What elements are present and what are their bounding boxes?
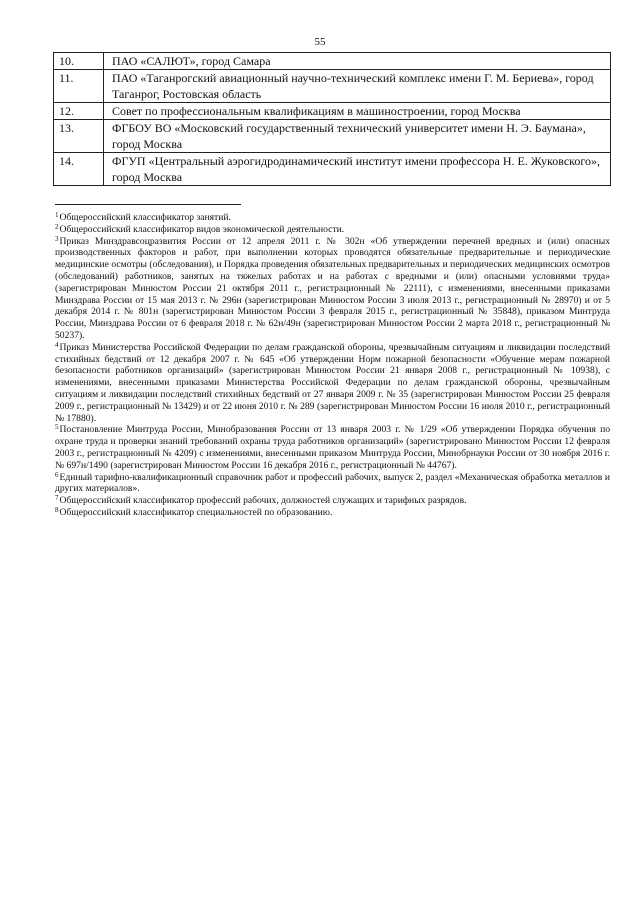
footnote-separator [55,204,241,205]
footnote-text: Приказ Министерства Российской Федерации по делам гражданской обороны, чрезвычайным ситуациям и ликвидации последствий стихийных бедствий от 12 декабря 2007 г. № 645 «Об утверждении Норм пожарной безопасности «Обучение мерам пожарной безопасности работников организаций» (зарегистрирован Минюстом России 21 января 2008 г., регистрационный № 10938), с изменениями, внесенными приказами Министерства Российской Федерации по делам гражданской обороны, чрезвычайным ситуациям и ликвидации последствий стихийных бедствий от 27 января 2009 г. № 35 (зарегистрирован Минюстом России 25 февраля 2009 г., регистрационный № 13429) и от 22 июня 2010 г. № 289 (зарегистрирован Минюстом России 16 июля 2010 г., регистрационный № 17880). [55,341,610,424]
footnote [55,424,610,471]
footnote-mark: 4 [55,340,59,349]
footnote-text: Постановление Минтруда России, Минобразования России от 13 января 2003 г. № 1/29 «Об утверждении Порядка обучения по охране труда и проверки знаний требований охраны труда работников организаций» (зарегистрировано Минюстом России 12 февраля 2003 г., регистрационный № 4209) с изменениями, внесенными приказом Минтруда России, Минобрнауки России от 30 ноября 2016 г. № 697н/1490 (зарегистрирован Минюстом России 16 декабря 2016 г., регистрационный № 44767). [55,424,610,471]
footnote-text: Приказ Минздравсоцразвития России от 12 апреля 2011 г. № 302н «Об утверждении перечней вредных и (или) опасных производственных факторов и работ, при выполнении которых проводятся обязательные предварительные и периодические медицинские осмотры (обследования), и Порядка проведения обязательных предварительных и периодических медицинских осмотров (обследований) работников, занятых на тяжелых работах и на работах с вредными и (или) опасными условиями труда» (зарегистрирован Минюстом России 21 октября 2011 г., регистрационный № 22111), с изменениями, внесенными приказами Минздрава России от 15 мая 2013 г. № 296н (зарегистрирован Минюстом России 3 июля 2013 г., регистрационный № 28970) и от 5 декабря 2014 г. № 801н (зарегистрирован Минюстом России 3 февраля 2015 г., регистрационный № 35848), приказом Минтруда России, Минздрава России от 6 февраля 2018 г. № 62н/49н (зарегистрирован Минюстом России 2 марта 2018 г., регистрационный № 50237). [55,235,610,341]
organization-name: Совет по профессиональным квалификациям в машиностроении, город Москва [104,103,611,120]
table-row [54,70,611,103]
footnote-mark: 6 [55,470,59,479]
footnote-text: Общероссийский классификатор видов экономической деятельности. [59,223,345,235]
row-number: 13. [54,120,104,153]
organization-name: ПАО «САЛЮТ», город Самара [104,53,611,70]
footnote [55,224,610,236]
footnote [55,472,610,496]
organization-name: ПАО «Таганрогский авиационный научно-технический комплекс имени Г. М. Бериева», город Таганрог, Ростовская область [104,70,611,103]
footnote-mark: 1 [55,211,59,219]
footnote [55,212,610,224]
row-number: 12. [54,103,104,120]
row-number: 11. [54,70,104,103]
footnote-mark: 2 [55,222,59,231]
table-row [54,153,611,186]
footnote-text: Общероссийский классификатор занятий. [59,212,231,223]
table-row [54,120,611,153]
page-number: 55 [314,36,326,48]
row-number: 10. [54,53,104,70]
table-row [54,53,611,70]
footnote-mark: 7 [55,494,59,503]
footnote [55,507,610,519]
footnote [55,236,610,342]
footnote-text: Общероссийский классификатор профессий рабочих, должностей служащих и тарифных разрядов. [59,495,467,507]
footnote-text: Единый тарифно-квалификационный справочник работ и профессий рабочих, выпуск 2, раздел «Механическая обработка металлов и других материалов». [55,471,610,495]
footnote-mark: 3 [55,234,59,243]
table-row [54,103,611,120]
footnote [55,342,610,425]
footnote-text: Общероссийский классификатор специальностей по образованию. [59,506,333,518]
footnotes [55,212,610,519]
footnote [55,495,610,507]
organizations-table [53,52,611,186]
organization-name: ФГУП «Центральный аэрогидродинамический институт имени профессора Н. Е. Жуковского», город Москва [104,153,611,186]
organization-name: ФГБОУ ВО «Московский государственный технический университет имени Н. Э. Баумана», город Москва [104,120,611,153]
footnote-mark: 5 [55,423,59,432]
footnote-mark: 8 [55,505,59,514]
row-number: 14. [54,153,104,186]
